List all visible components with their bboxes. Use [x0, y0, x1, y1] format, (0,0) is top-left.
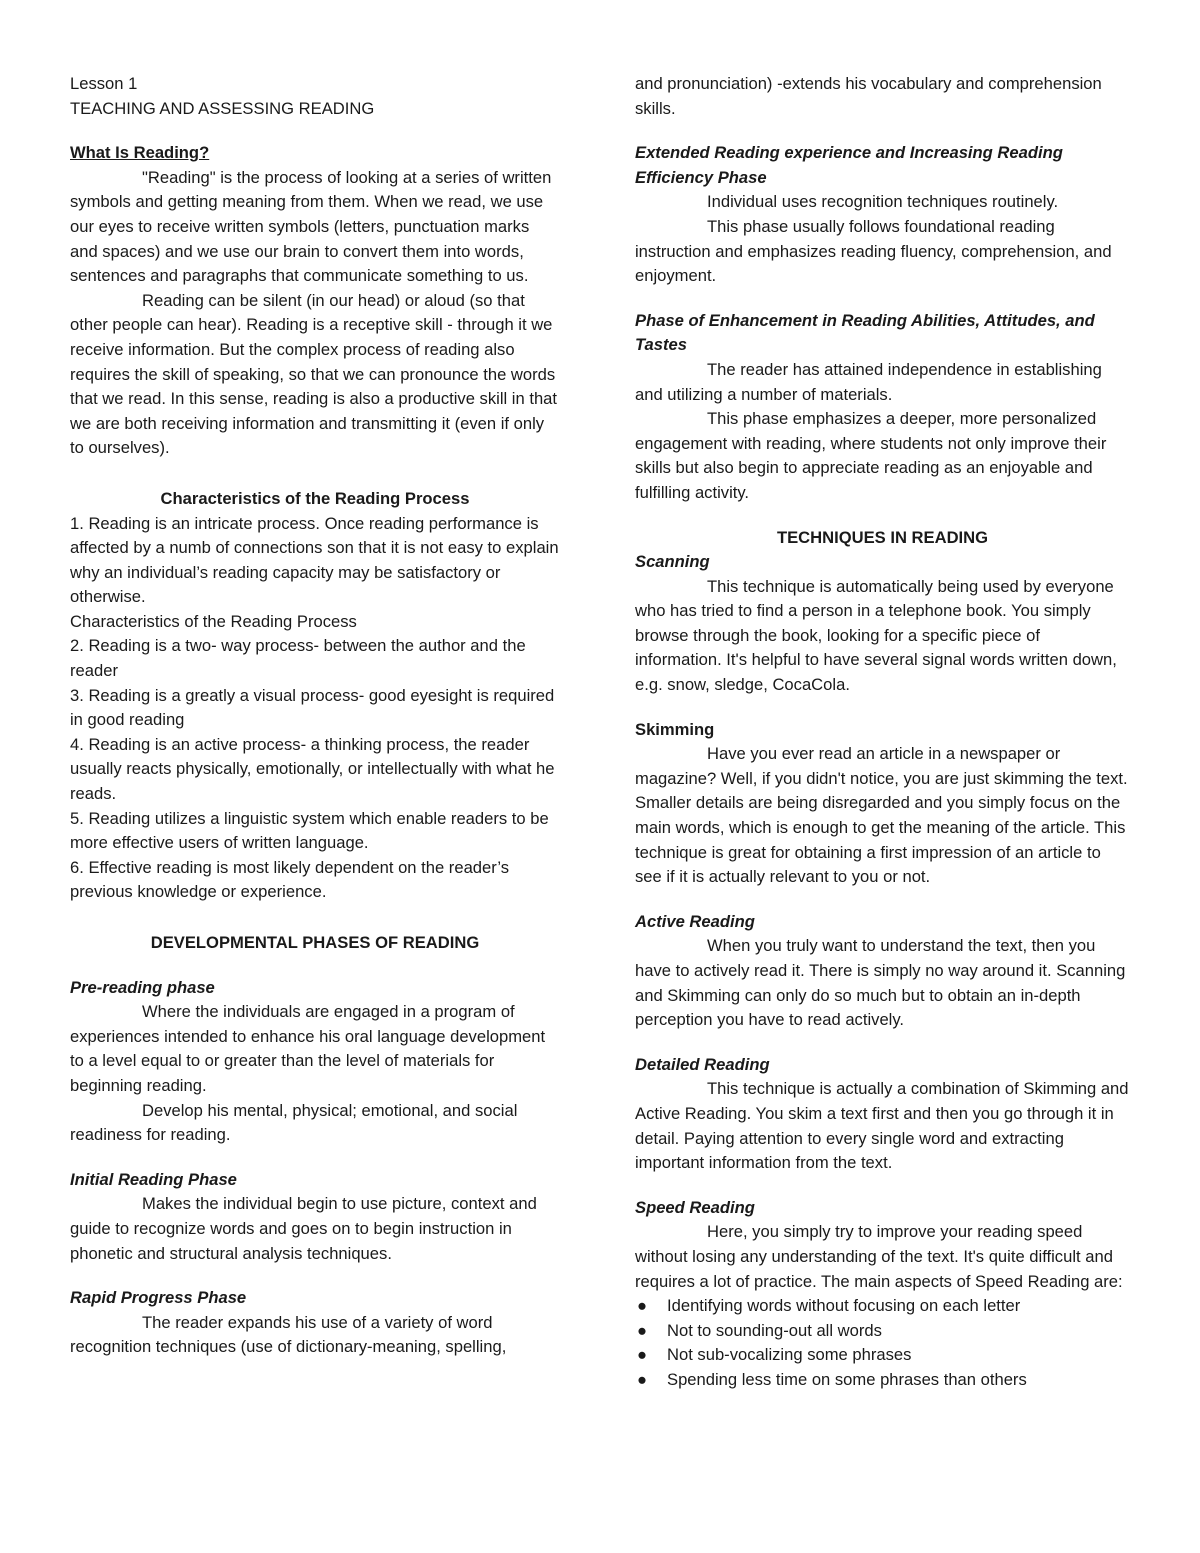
initial-reading-paragraph: Makes the individual begin to use picture, context and guide to recognize words and goes on to begin instruction in phonetic and structural analysis techniques. [70, 1194, 537, 1263]
what-is-reading-heading: What Is Reading? [70, 143, 210, 163]
bullet-icon: ● [637, 1320, 648, 1340]
list-item [635, 1368, 1130, 1393]
lesson-label: Lesson 1 [70, 74, 138, 93]
characteristics-heading: Characteristics of the Reading Process [160, 488, 470, 508]
list-item-text: Not sub-vocalizing some phrases [667, 1345, 912, 1365]
pre-reading-paragraph-2: Develop his mental, physical; emotional, and social readiness for reading. [70, 1100, 518, 1145]
bullet-icon: ● [637, 1369, 648, 1389]
bullet-icon: ● [637, 1345, 648, 1365]
list-item [635, 1343, 1130, 1368]
characteristic-item-1: 1. Reading is an intricate process. Once reading performance is affected by a numb of connections son that it is not easy to explain why an individual’s reading capacity may be satisfactory or otherwise. [70, 513, 559, 607]
characteristic-item-4: 4. Reading is an active process- a thinking process, the reader usually reacts physically, emotionally, or intellectually with what he reads. [70, 734, 555, 804]
enhancement-paragraph-1: The reader has attained independence in establishing and utilizing a number of materials. [635, 359, 1102, 404]
list-item-text: Not to sounding-out all words [667, 1320, 882, 1340]
rapid-progress-paragraph: The reader expands his use of a variety of word recognition techniques (use of dictionary-meaning, spelling, [70, 1312, 507, 1357]
skimming-title: Skimming [635, 719, 715, 739]
developmental-phases-heading: DEVELOPMENTAL PHASES OF READING [150, 933, 480, 952]
initial-reading-phase-title: Initial Reading Phase [70, 1169, 237, 1189]
list-item-text: Spending less time on some phrases than others [667, 1369, 1027, 1389]
rapid-progress-paragraph-continued: and pronunciation) -extends his vocabulary and comprehension skills. [635, 74, 1102, 118]
characteristics-repeat-line: Characteristics of the Reading Process [70, 611, 357, 631]
active-reading-paragraph: When you truly want to understand the text, then you have to actively read it. There is simply no way around it. Scanning and Skimming can only do so much but to obtain an in-depth perception you have to read actively. [635, 936, 1126, 1030]
scanning-paragraph: This technique is automatically being used by everyone who has tried to find a person in a telephone book. You simply browse through the book, looking for a specific piece of information. It's helpful to have several signal words written down, e.g. snow, sledge, CocaCola. [635, 576, 1117, 695]
extended-reading-paragraph-1: Individual uses recognition techniques routinely. [707, 192, 1059, 212]
extended-reading-paragraph-2: This phase usually follows foundational reading instruction and emphasizes reading fluency, comprehension, and enjoyment. [635, 216, 1112, 286]
detailed-reading-paragraph: This technique is actually a combination of Skimming and Active Reading. You skim a text first and then you go through it in detail. Paying attention to every single word and extracting important information from the text. [635, 1079, 1129, 1173]
skimming-paragraph: Have you ever read an article in a newspaper or magazine? Well, if you didn't notice, you are just skimming the text. Smaller details are being disregarded and you simply focus on the main words, which is enough to get the meaning of the article. This technique is great for obtaining a first impression of an article to see if it is actually relevant to you or not. [635, 744, 1128, 887]
active-reading-title: Active Reading [635, 911, 755, 931]
pre-reading-phase-title: Pre-reading phase [70, 977, 215, 997]
rapid-progress-phase-title: Rapid Progress Phase [70, 1288, 247, 1308]
speed-reading-bullet-list [635, 1294, 1130, 1392]
techniques-heading: TECHNIQUES IN READING [776, 527, 989, 547]
what-is-reading-paragraph-1: "Reading" is the process of looking at a series of written symbols and getting meaning from them. When we read, we use our eyes to receive written symbols (letters, punctuation marks and spaces) and we use our brain to convert them into words, sentences and paragraphs that communicate something to us. [70, 167, 552, 286]
list-item [635, 1319, 1130, 1344]
list-item-text: Identifying words without focusing on each letter [667, 1296, 1021, 1316]
characteristic-item-5: 5. Reading utilizes a linguistic system which enable readers to be more effective users of written language. [70, 808, 549, 853]
characteristic-item-2: 2. Reading is a two- way process- between the author and the reader [70, 636, 526, 681]
detailed-reading-title: Detailed Reading [635, 1054, 770, 1074]
left-column [70, 72, 560, 1360]
speed-reading-title: Speed Reading [635, 1197, 755, 1217]
bullet-icon: ● [637, 1296, 648, 1316]
list-item [635, 1294, 1130, 1319]
document-title: TEACHING AND ASSESSING READING [70, 98, 375, 118]
characteristic-item-3: 3. Reading is a greatly a visual process- good eyesight is required in good reading [70, 685, 555, 730]
what-is-reading-paragraph-2: Reading can be silent (in our head) or aloud (so that other people can hear). Reading is a receptive skill - through it we receive information. But the complex process of reading also requires the skill of speaking, so that we can pronounce the words that we read. In this sense, reading is also a productive skill in that we are both receiving information and transmitting it (even if only to ourselves). [70, 290, 558, 458]
characteristic-item-6: 6. Effective reading is most likely dependent on the reader’s previous knowledge or experience. [70, 857, 510, 902]
scanning-title: Scanning [635, 552, 710, 572]
speed-reading-paragraph: Here, you simply try to improve your reading speed without losing any understanding of the text. It's quite difficult and requires a lot of practice. The main aspects of Speed Reading are: [635, 1222, 1123, 1291]
enhancement-paragraph-2: This phase emphasizes a deeper, more personalized engagement with reading, where students not only improve their skills but also begin to appreciate reading as an enjoyable and fulfilling activity. [635, 409, 1107, 502]
right-column [635, 72, 1130, 1393]
enhancement-phase-title: Phase of Enhancement in Reading Abilities, Attitudes, and Tastes [635, 310, 1095, 355]
extended-reading-phase-title: Extended Reading experience and Increasing Reading Efficiency Phase [635, 143, 1063, 187]
pre-reading-paragraph-1: Where the individuals are engaged in a program of experiences intended to enhance his oral language development to a level equal to or greater than the level of materials for beginning reading. [70, 1002, 546, 1095]
